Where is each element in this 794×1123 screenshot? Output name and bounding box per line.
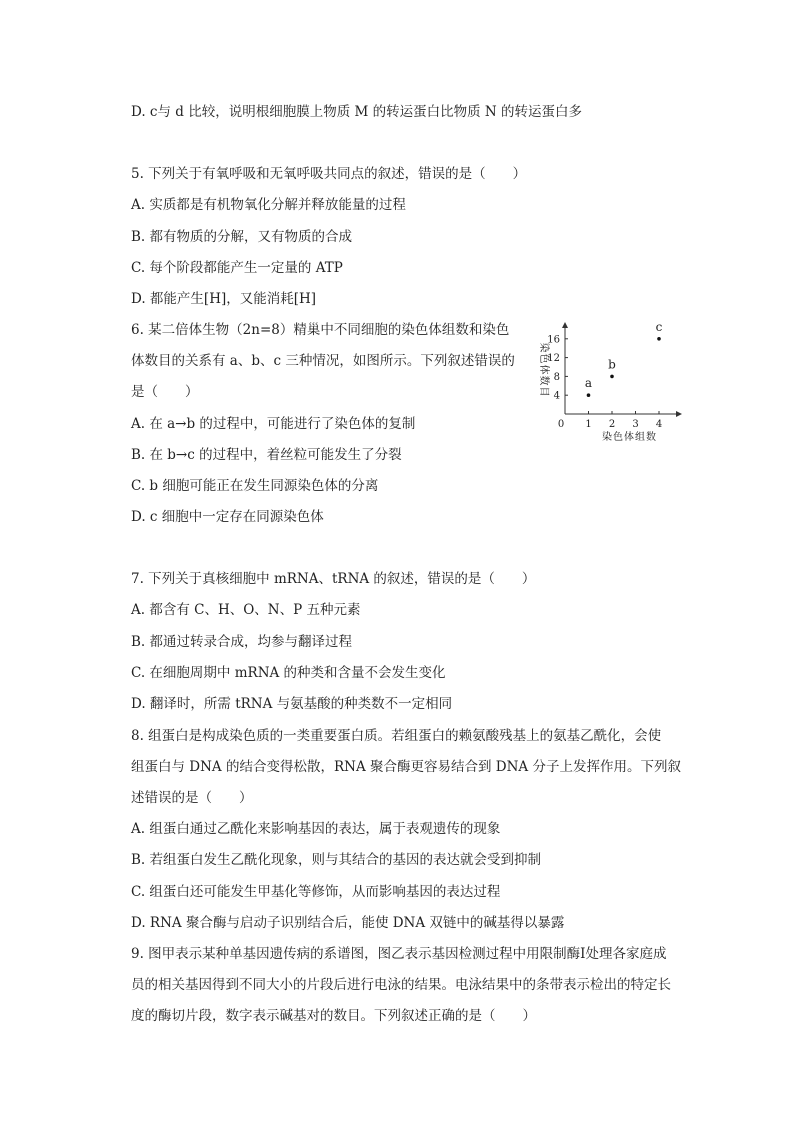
x-tick-label: 4 (655, 419, 663, 430)
y-tick-label: 16 (547, 334, 560, 346)
y-tick-label: 4 (553, 390, 560, 402)
question-9-line-2: 员的相关基因得到不同大小的片段后进行电泳的结果。电泳结果中的条带表示检出的特定长 (131, 977, 671, 993)
q6-option-a: A. 在 a→b 的过程中，可能进行了染色体的复制 (131, 416, 416, 432)
x-tick-label: 3 (632, 419, 639, 430)
q7-option-c: C. 在细胞周期中 mRNA 的种类和含量不会发生变化 (131, 665, 446, 681)
point-label-a: a (584, 376, 593, 391)
data-point-b (610, 375, 614, 379)
point-label-c: c (655, 322, 663, 334)
q6-option-c: C. b 细胞可能正在发生同源染色体的分离 (131, 478, 379, 494)
question-5: 5. 下列关于有氧呼吸和无氧呼吸共同点的叙述，错误的是（ ） (131, 166, 527, 182)
y-tick-label: 8 (553, 371, 560, 383)
q8-option-a: A. 组蛋白通过乙酰化来影响基因的表达，属于表观遗传的现象 (131, 821, 501, 837)
data-point-a (587, 393, 591, 397)
question-7: 7. 下列关于真核细胞中 mRNA、tRNA 的叙述，错误的是（ ） (131, 571, 536, 587)
x-tick-label: 1 (585, 419, 592, 430)
chromosome-scatter-chart (530, 322, 690, 447)
question-8-line-2: 组蛋白与 DNA 的结合变得松散，RNA 聚合酶更容易结合到 DNA 分子上发挥作用。下列叙 (131, 759, 681, 775)
q7-option-d: D. 翻译时，所需 tRNA 与氨基酸的种类数不一定相同 (131, 696, 453, 712)
x-tick-label: 2 (608, 419, 616, 430)
y-axis-arrow (562, 322, 568, 328)
x-tick-label: 0 (557, 419, 565, 430)
data-point-c (657, 337, 661, 341)
q6-option-b: B. 在 b→c 的过程中，着丝粒可能发生了分裂 (131, 447, 402, 463)
x-axis-label: 染色体组数 (602, 432, 657, 443)
question-8-line-1: 8. 组蛋白是构成染色质的一类重要蛋白质。若组蛋白的赖氨酸残基上的氨基乙酰化，会使 (131, 728, 662, 744)
q8-option-b: B. 若组蛋白发生乙酰化现象，则与其结合的基因的表达就会受到抑制 (131, 852, 542, 868)
q6-option-d: D. c 细胞中一定存在同源染色体 (131, 509, 324, 525)
q8-option-d: D. RNA 聚合酶与启动子识别结合后，能使 DNA 双链中的碱基得以暴露 (131, 915, 565, 931)
q7-option-a: A. 都含有 C、H、O、N、P 五种元素 (131, 602, 361, 618)
y-tick-label: 12 (547, 353, 560, 365)
question-8-line-3: 述错误的是（ ） (131, 790, 253, 806)
q5-option-c: C. 每个阶段都能产生一定量的 ATP (131, 260, 343, 276)
question-6-line-1: 6. 某二倍体生物（2n=8）精巢中不同细胞的染色体组数和染色 (131, 322, 510, 338)
point-label-b: b (608, 357, 616, 372)
q5-option-a: A. 实质都是有机物氧化分解并释放能量的过程 (131, 197, 406, 213)
question-9-line-1: 9. 图甲表示某种单基因遗传病的系谱图，图乙表示基因检测过程中用限制酶Ⅰ处理各家庭成 (131, 946, 667, 962)
x-axis-arrow (676, 411, 682, 417)
option-4d: D. c与 d 比较，说明根细胞膜上物质 M 的转运蛋白比物质 N 的转运蛋白多 (131, 104, 583, 120)
q5-option-b: B. 都有物质的分解，又有物质的合成 (131, 229, 353, 245)
q7-option-b: B. 都通过转录合成，均参与翻译过程 (131, 634, 353, 650)
q8-option-c: C. 组蛋白还可能发生甲基化等修饰，从而影响基因的表达过程 (131, 884, 501, 900)
question-6-line-3: 是（ ） (131, 384, 199, 400)
y-axis-label: 染色体数目 (538, 342, 549, 398)
question-9-line-3: 度的酶切片段，数字表示碱基对的数目。下列叙述正确的是（ ） (131, 1008, 536, 1024)
q5-option-d: D. 都能产生[H]，又能消耗[H] (131, 291, 317, 307)
question-6-line-2: 体数目的关系有 a、b、c 三种情况，如图所示。下列叙述错误的 (131, 353, 515, 369)
